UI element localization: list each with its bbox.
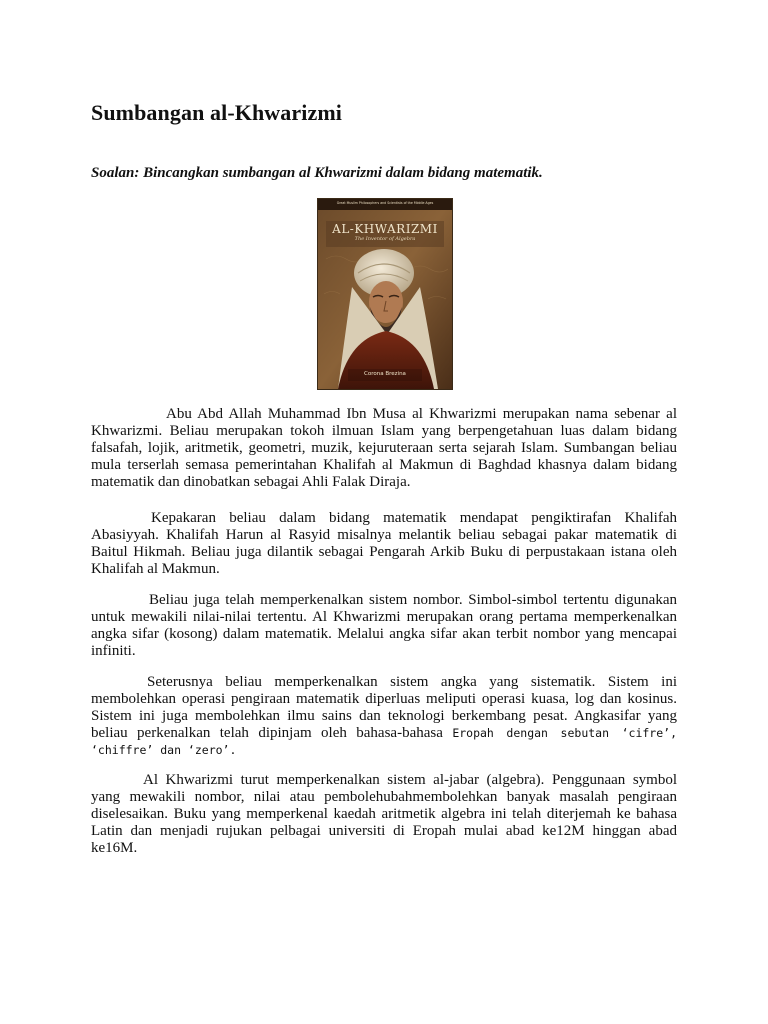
- paragraph-1: Abu Abd Allah Muhammad Ibn Musa al Khwarizmi merupakan nama sebenar al Khwarizmi. Beliau merupakan tokoh ilmuan Islam yang berpengetahuan luas dalam bidang falsafah, lojik, aritmetik, geometri, muzik, kejuruteraan serta sejarah Islam. Sumbangan beliau mula terserlah semasa pemerintahan Khalifah al Makmun di Baghdad khasnya dalam bidang matematik dan dinobatkan sebagai Ahli Falak Diraja.: [91, 406, 677, 490]
- book-cover-subtitle: The Inventor of Algebra: [354, 236, 416, 242]
- paragraph-5: Al Khwarizmi turut memperkenalkan sistem al-jabar (algebra). Penggunaan symbol yang mewakili nombor, nilai atau pembolehubahmembolehkan banyak masalah pengiraan diselesaikan. Buku yang memperkenal kaedah aritmetik algebra ini telah diterjemah ke bahasa Latin dan menjadi rujukan pelbagai universiti di Eropah mulai abad ke12M hinggan abad ke16M.: [91, 772, 677, 856]
- paragraph-4-text: Seterusnya beliau memperkenalkan sistem angka yang sistematik. Sistem ini membolehkan operasi pengiraan matematik diperluas meliputi operasi kuasa, log dan kosinus. Sistem ini juga membolehkan ilmu sains dan teknologi berkembang pesat. Angkasifar yang beliau perkenalkan telah dipinjam oleh bahasa-bahasa: [91, 674, 677, 741]
- book-cover-author: Corona Brezina: [364, 371, 406, 377]
- question-text: Soalan: Bincangkan sumbangan al Khwarizmi dalam bidang matematik.: [91, 165, 543, 181]
- paragraph-3: Beliau juga telah memperkenalkan sistem nombor. Simbol-simbol tertentu digunakan untuk mewakili nilai-nilai tertentu. Al Khwarizmi merupakan orang pertama memperkenalkan angka sifar (kosong) dalam matematik. Melalui angka sifar akan terbit nombor yang mencapai infiniti.: [91, 592, 677, 659]
- paragraph-4: [91, 674, 677, 759]
- book-cover-title: AL-KHWARIZMI: [332, 222, 438, 236]
- paragraph-4-tail: Eropah dengan sebutan ‘cifre’, ‘chiffre’ dan ‘zero’.: [91, 726, 677, 757]
- paragraph-2: Kepakaran beliau dalam bidang matematik mendapat pengiktirafan Khalifah Abasiyyah. Khalifah Harun al Rasyid misalnya melantik beliau sebagai pakar matematik di Baitul Hikmah. Beliau juga dilantik sebagai Pengarah Arkib Buku di perpustakaan istana oleh Khalifah al Makmun.: [91, 510, 677, 577]
- document-title: Sumbangan al-Khwarizmi: [91, 100, 342, 125]
- book-cover-image: [317, 198, 453, 390]
- book-cover-series: Great Muslim Philosophers and Scientists of the Middle Ages: [336, 201, 434, 205]
